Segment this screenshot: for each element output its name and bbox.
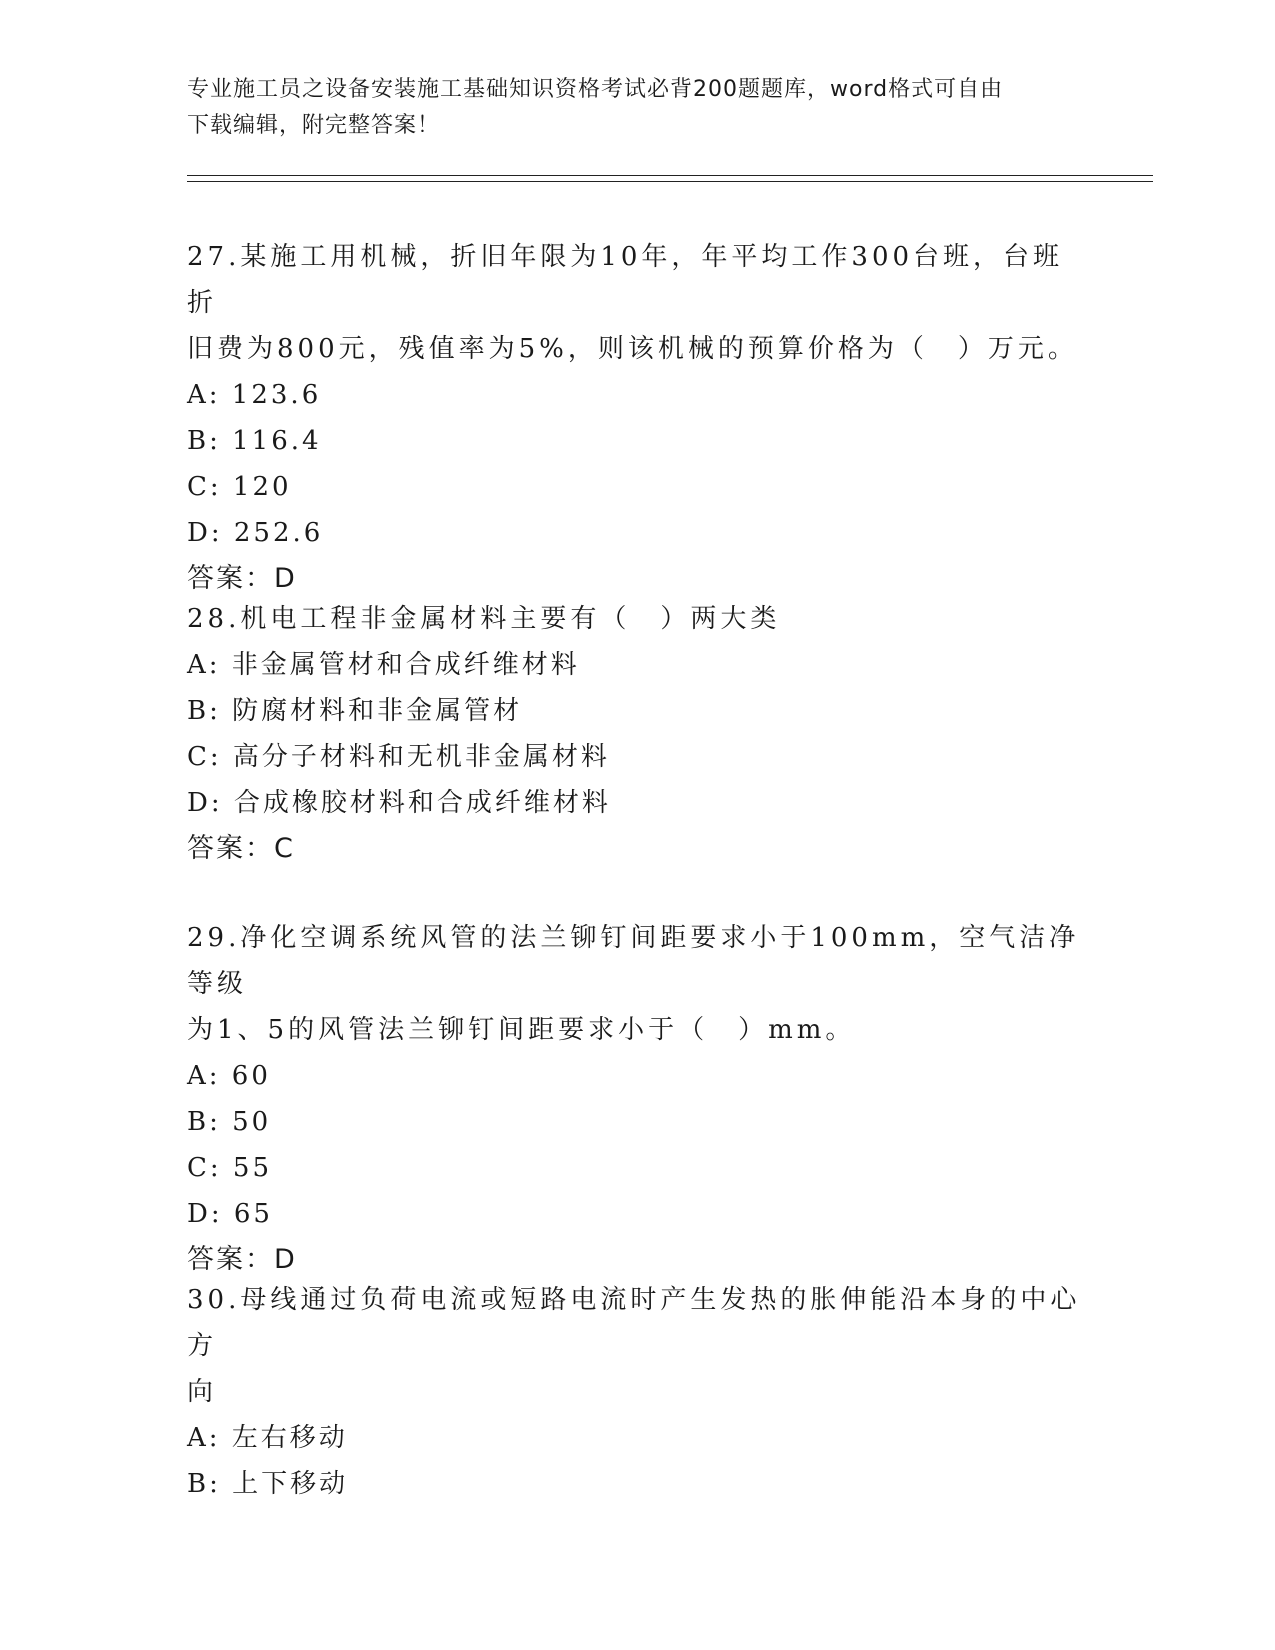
answer-line: 答案：C	[187, 833, 295, 864]
question-30	[187, 1277, 1087, 1507]
option-a: A: 左右移动	[187, 1423, 348, 1453]
question-stem-line: 旧费为800元，残值率为5%，则该机械的预算价格为（ ）万元。	[187, 334, 1078, 364]
option-d: D: 合成橡胶材料和合成纤维材料	[187, 788, 611, 818]
question-stem-line: 30.母线通过负荷电流或短路电流时产生发热的胀伸能沿本身的中心方	[187, 1285, 1081, 1361]
document-header	[187, 72, 1067, 144]
option-b: B: 50	[187, 1107, 272, 1137]
question-stem-line: 29.净化空调系统风管的法兰铆钉间距要求小于100mm，空气洁净等级	[187, 923, 1080, 999]
answer-line: 答案：D	[187, 1244, 297, 1275]
option-b: B: 防腐材料和非金属管材	[187, 696, 523, 726]
header-divider-top	[187, 175, 1153, 176]
question-28	[187, 596, 1087, 872]
option-d: D: 65	[187, 1199, 273, 1229]
question-stem-line: 为1、5的风管法兰铆钉间距要求小于（ ）mm。	[187, 1015, 856, 1045]
answer-line: 答案：D	[187, 563, 297, 594]
header-line-2: 下载编辑，附完整答案！	[187, 113, 441, 138]
option-a: A: 123.6	[187, 380, 322, 410]
question-stem-line: 28.机电工程非金属材料主要有（ ）两大类	[187, 604, 781, 634]
option-c: C: 高分子材料和无机非金属材料	[187, 742, 610, 772]
header-line-1: 专业施工员之设备安装施工基础知识资格考试必背200题题库，word格式可自由	[187, 77, 1004, 102]
option-a: A: 非金属管材和合成纤维材料	[187, 650, 580, 680]
header-divider-bottom	[187, 181, 1153, 182]
option-c: C: 55	[187, 1153, 273, 1183]
option-a: A: 60	[187, 1061, 271, 1091]
question-29	[187, 915, 1087, 1283]
option-d: D: 252.6	[187, 518, 324, 548]
option-b: B: 116.4	[187, 426, 322, 456]
question-stem-line: 向	[187, 1377, 218, 1407]
question-stem-line: 27.某施工用机械，折旧年限为10年，年平均工作300台班，台班折	[187, 242, 1064, 318]
option-c: C: 120	[187, 472, 292, 502]
question-27	[187, 234, 1087, 602]
option-b: B: 上下移动	[187, 1469, 349, 1499]
